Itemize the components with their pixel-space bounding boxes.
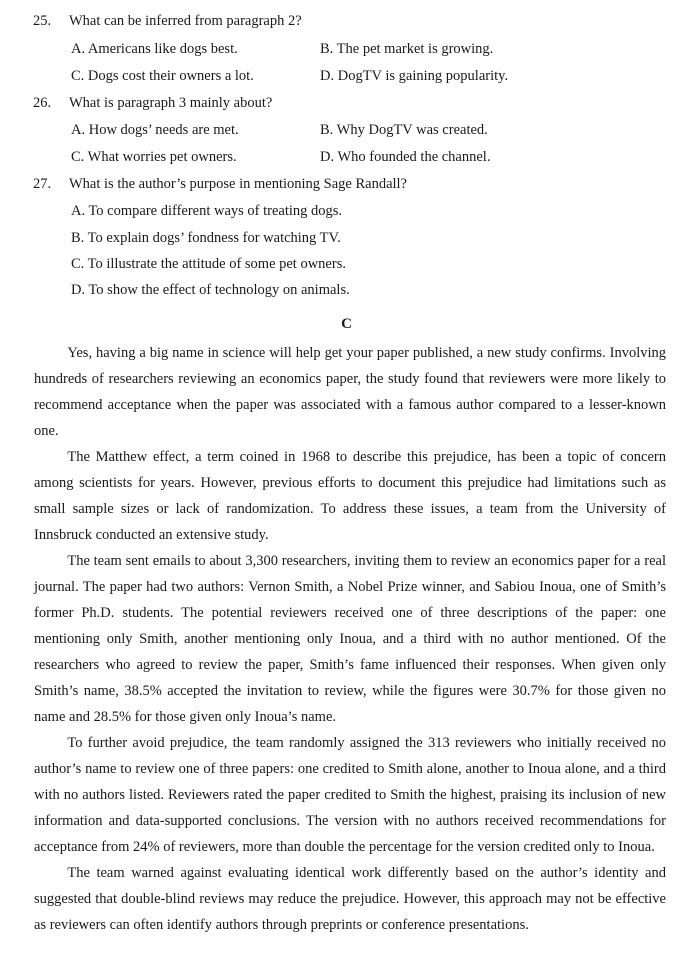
passage-paragraph: The Matthew effect, a term coined in 1968 to describe this prejudice, has been a topic of concern among scientists for years. However, previous efforts to document this prejudice had limitations such as small sample sizes or lack of randomization. To address these issues, a team from the University of Innsbruck conducted an extensive study. [34, 449, 666, 543]
question-number: 26. [33, 95, 52, 111]
option-25-c: C. Dogs cost their owners a lot. [71, 68, 254, 84]
section-label: C [341, 316, 352, 332]
question-number: 25. [33, 13, 52, 29]
passage-paragraph: To further avoid prejudice, the team randomly assigned the 313 reviewers who initially received no author’s name to review one of three papers: one credited to Smith alone, another to Inoua alone, and a third with no authors listed. Reviewers rated the paper credited to Smith the highest, praising its inclusion of new information and data-supported conclusions. The version with no authors received recommendations for acceptance from 24% of reviewers, more than double the percentage for the version credited only to Inoua. [34, 735, 666, 855]
option-26-a: A. How dogs’ needs are met. [71, 122, 239, 138]
option-25-d: D. DogTV is gaining popularity. [320, 68, 509, 84]
reading-passage [34, 340, 666, 938]
option-27-c: C. To illustrate the attitude of some pet owners. [71, 256, 346, 272]
question-25 [33, 11, 302, 31]
option-26-b: B. Why DogTV was created. [320, 122, 488, 138]
option-27-a: A. To compare different ways of treating dogs. [71, 203, 343, 219]
option-25-a: A. Americans like dogs best. [71, 41, 238, 57]
question-27 [33, 174, 407, 194]
passage-paragraph: The team sent emails to about 3,300 researchers, inviting them to review an economics paper for a real journal. The paper had two authors: Vernon Smith, a Nobel Prize winner, and Sabiou Inoua, one of Smith’s former Ph.D. students. The potential reviewers received one of three descriptions of the paper: one mentioning only Smith, another mentioning only Inoua, and a third with no author mentioned. Of the researchers who agreed to review the paper, Smith’s fame influenced their responses. When given only Smith’s name, 38.5% accepted the invitation to review, while the figures were 30.7% for those given no name and 28.5% for those given only Inoua’s name. [34, 553, 666, 725]
question-26 [33, 93, 272, 113]
passage-paragraph: The team warned against evaluating identical work differently based on the author’s identity and suggested that double-blind reviews may reduce the prejudice. However, this approach may not be effective as reviewers can often identify authors through preprints or conference presentations. [34, 865, 666, 933]
question-stem: What can be inferred from paragraph 2? [69, 13, 302, 29]
question-stem: What is the author’s purpose in mentioning Sage Randall? [69, 176, 407, 192]
question-stem: What is paragraph 3 mainly about? [69, 95, 273, 111]
option-25-b: B. The pet market is growing. [320, 41, 494, 57]
option-27-d: D. To show the effect of technology on animals. [71, 282, 350, 298]
question-number: 27. [33, 176, 52, 192]
option-26-c: C. What worries pet owners. [71, 149, 237, 165]
option-27-b: B. To explain dogs’ fondness for watching TV. [71, 230, 341, 246]
passage-paragraph: Yes, having a big name in science will help get your paper published, a new study confirms. Involving hundreds of researchers reviewing an economics paper, the study found that reviewers were more likely to recommend acceptance when the paper was associated with a famous author compared to a lesser-known one. [34, 345, 666, 439]
option-26-d: D. Who founded the channel. [320, 149, 491, 165]
